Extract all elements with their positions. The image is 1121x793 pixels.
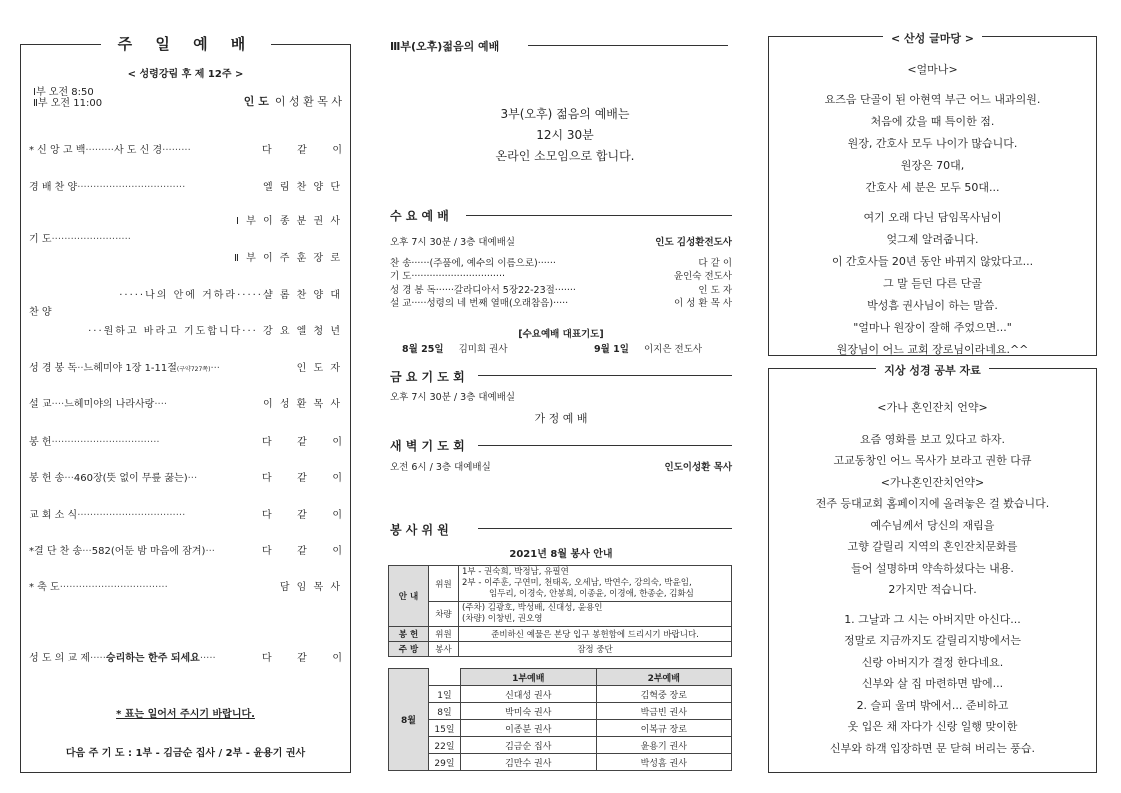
- study-line: 고향 갈릴리 지역의 혼인잔치문화를: [847, 540, 1018, 553]
- study-line: 정말로 지금까지도 갈릴리지방에서는: [843, 634, 1021, 647]
- prayer-first: Ⅰ 부 이 종 분 권 사: [236, 216, 342, 227]
- leader-label: 인 도: [243, 95, 269, 108]
- guide-members: 1부 - 권숙희, 박정남, 유필연 2부 - 이주훈, 구연미, 천태옥, 오세남, 박연수, 강의숙, 박윤임, 임두리, 이경숙, 안봉희, 이종윤, 이경애, 한종순, 김화심: [459, 566, 732, 602]
- bible-study-title-wrap: [769, 359, 1096, 378]
- duty-day: 22일: [429, 737, 461, 754]
- row-dots: ····: [51, 399, 65, 410]
- row-label: * 신 앙 고 백: [29, 145, 86, 156]
- section-rule: [478, 375, 732, 376]
- duty-day: 8일: [429, 703, 461, 720]
- kitchen-role: 봉사: [429, 642, 459, 657]
- row-dots: ·····: [199, 653, 216, 664]
- prayer-second: Ⅱ 부 이 주 훈 장 로: [234, 253, 342, 264]
- study-line: 2. 슬피 울며 밖에서... 준비하고: [856, 698, 1009, 712]
- essay-line: 원장은 70대,: [900, 159, 965, 172]
- section-rule: [528, 45, 728, 46]
- row-right: 이 성 환 목 사: [674, 298, 732, 309]
- order-row-news: [29, 506, 342, 521]
- row-right: [262, 433, 342, 448]
- online-line: 12시 30분: [536, 128, 594, 142]
- study-line: 요즘 영화를 보고 있다고 하자.: [860, 432, 1005, 446]
- wed-order-row: [390, 268, 732, 282]
- essay-line: 원장, 간호사 모두 나이가 많습니다.: [847, 137, 1018, 150]
- duty-row: [389, 754, 732, 771]
- row-right: [262, 506, 342, 521]
- study-line: 옷 입은 채 자다가 신랑 일행 맞이한: [847, 720, 1018, 733]
- row-label: *결 단 찬 송: [29, 546, 83, 557]
- dawn-leader: 인도이성환 목사: [664, 462, 732, 473]
- wed-order-row: [390, 282, 732, 296]
- order-row-prayer: [29, 230, 342, 245]
- offering-label: 봉 헌: [389, 627, 429, 642]
- row-right: [262, 469, 342, 484]
- essay-line: "얼마나 원장이 잘해 주었으면...": [853, 321, 1012, 334]
- wednesday-leader: 인도 김성환전도사: [655, 237, 732, 248]
- friday-time: 오후 7시 30분 / 3층 대예배실: [390, 392, 516, 403]
- row-dots: ··································: [77, 182, 186, 193]
- row-label: 찬 양: [29, 307, 52, 318]
- duty-month: 8월: [389, 669, 429, 771]
- writing-corner-title-wrap: [769, 27, 1096, 46]
- order-row-sermon: [29, 395, 342, 410]
- afternoon-worship-title: Ⅲ부(오후)젊음의 예배: [390, 40, 500, 53]
- row-right: [262, 141, 342, 156]
- order-row-creed: [29, 141, 342, 156]
- row-dots: ···: [64, 473, 74, 484]
- right-char: 같: [297, 510, 307, 521]
- essay-line: 여기 오래 다닌 담임목사님이: [863, 211, 1002, 224]
- row-right: 인 도 자: [296, 363, 342, 374]
- duty-second: 이복규 장로: [596, 720, 732, 737]
- row-label: 경 배 찬 양: [29, 182, 78, 193]
- row-mid: ······갈라디아서 5장22-23절·······: [435, 285, 576, 296]
- right-char: 같: [297, 437, 307, 448]
- row-dots: ··: [77, 363, 84, 374]
- order-row-scripture: [29, 359, 342, 374]
- row-right: 윤인숙 전도사: [673, 271, 732, 282]
- wednesday-title: 수 요 예 배: [390, 209, 449, 223]
- essay-line: 요즈음 단골이 된 아현역 부근 어느 내과의원.: [824, 93, 1041, 106]
- stand-note: * 표는 일어서 주시기 바랍니다.: [116, 709, 255, 720]
- right-char: 다: [262, 546, 272, 557]
- volunteer-table: [388, 565, 732, 657]
- order-row-fellowship: [29, 649, 342, 664]
- right-char: 다: [262, 473, 272, 484]
- row-dots: ····: [154, 399, 168, 410]
- essay-line: 박성흠 권사님이 하는 말씀.: [867, 299, 998, 312]
- duty-second: 박성흠 권사: [596, 754, 732, 771]
- row-right: 담 임 목 사: [279, 582, 342, 593]
- essay-line: 이 간호사들 20년 동안 바뀌지 않았다고...: [831, 255, 1034, 268]
- row-right: 이 성 환 목 사: [262, 399, 342, 410]
- row-dots: ·········: [162, 145, 191, 156]
- right-char: 이: [332, 653, 342, 664]
- row-right: 인 도 자: [698, 285, 732, 296]
- leader-name: 이 성 환 목 사: [274, 95, 342, 108]
- order-row-choir: [29, 303, 342, 318]
- right-char: 다: [262, 145, 272, 156]
- member-label: 위원: [429, 566, 459, 602]
- bible-study-title: 지상 성경 공부 자료: [876, 364, 989, 377]
- duty-table: [388, 668, 732, 771]
- row-right: [262, 542, 342, 557]
- order-row-benediction: [29, 578, 342, 593]
- row-mid: 승리하는 한주 되세요: [105, 653, 200, 664]
- row-dots: ·········: [85, 145, 114, 156]
- study-line: 신부와 하객 입장하면 문 닫혀 버리는 풍습.: [829, 741, 1036, 755]
- sunday-worship-title: 주 일 예 배: [101, 33, 271, 54]
- duty-row: [389, 686, 732, 703]
- duty-row: [389, 703, 732, 720]
- essay-heading: <얼마나>: [907, 63, 958, 76]
- sunday-worship-box: [20, 35, 351, 773]
- right-char: 같: [297, 145, 307, 156]
- row-dots: ·························: [51, 234, 131, 245]
- right-char: 다: [262, 653, 272, 664]
- right-char: 다: [262, 510, 272, 521]
- duty-day: 29일: [429, 754, 461, 771]
- kitchen-text: 잠정 중단: [459, 642, 732, 657]
- online-notice: [400, 104, 730, 167]
- friday-detail: 가 정 예 배: [534, 412, 588, 425]
- order-row-offering-song: [29, 469, 342, 484]
- section-rule: [478, 445, 732, 446]
- writing-corner-body: [769, 59, 1096, 361]
- duty-first: 박미숙 권사: [461, 703, 597, 720]
- study-heading: <가나 혼인잔치 언약>: [877, 401, 988, 414]
- row-dots: ··································: [59, 582, 168, 593]
- wed-order-row: [390, 255, 732, 269]
- bible-study-body: [769, 397, 1096, 759]
- dawn-time: 오전 6시 / 3층 대예배실: [390, 462, 491, 473]
- rep-name: 김미희 권사: [458, 344, 508, 355]
- right-char: 이: [332, 473, 342, 484]
- rep-date: 9월 1일: [594, 344, 629, 355]
- service-time-1: Ⅰ부 오전 8:50: [33, 87, 94, 98]
- row-right: 엘 림 찬 양 단: [262, 182, 342, 193]
- row-label: 기 도: [29, 234, 52, 245]
- row-mid: 느헤미야 1장 1-11절: [83, 363, 177, 374]
- row-mid: 460장(뜻 없이 무릎 꿇는): [73, 473, 188, 484]
- rep-date: 8월 25일: [402, 344, 444, 355]
- study-line: 예수님께서 당신의 재림을: [870, 518, 995, 532]
- duty-first: 김만수 권사: [461, 754, 597, 771]
- duty-first: 김금순 집사: [461, 737, 597, 754]
- order-row-offering: [29, 433, 342, 448]
- row-mid: ·····성령의 네 번째 열매(오래참음)·····: [411, 298, 569, 309]
- essay-line: 간호사 세 분은 모두 50대...: [865, 181, 1000, 194]
- choir-second: ···원하고 바라고 기도합니다··· 강 요 엘 청 년: [88, 326, 342, 337]
- row-label: 성 경 봉 독: [29, 363, 78, 374]
- friday-title: 금 요 기 도 회: [390, 370, 465, 384]
- row-dots: ···: [210, 363, 220, 374]
- sunday-subtitle: < 성령강림 후 제 12주 >: [127, 69, 244, 80]
- duty-row: [389, 720, 732, 737]
- row-label: 성 경 봉 독: [390, 285, 436, 296]
- study-line: <가나혼인잔치언약>: [880, 475, 985, 489]
- order-row-praise: [29, 178, 342, 193]
- car-members: (주차) 김광호, 박성배, 신대성, 윤용인 (차량) 이창빈, 권오영: [459, 602, 732, 627]
- row-small: (구약727쪽): [176, 366, 211, 373]
- row-mid: 느헤미야의 나라사랑: [64, 399, 155, 410]
- wed-rep-title: [수요예배 대표기도]: [518, 329, 604, 340]
- order-row-decision: [29, 542, 342, 557]
- section-rule: [466, 215, 732, 216]
- study-line: 1. 그날과 그 시는 아버지만 아신다...: [844, 612, 1021, 626]
- row-label: 교 회 소 식: [29, 510, 78, 521]
- kitchen-label: 주 방: [389, 642, 429, 657]
- section-rule: [478, 528, 732, 529]
- offering-text: 준비하신 예물은 본당 입구 봉헌함에 드리시기 바랍니다.: [459, 627, 732, 642]
- study-line: 고교동창인 어느 목사가 보라고 권한 다큐: [833, 454, 1032, 467]
- essay-line: 그 말 듣던 다른 단골: [883, 277, 982, 290]
- right-char: 이: [332, 546, 342, 557]
- duty-first: 이종분 권사: [461, 720, 597, 737]
- duty-row: [389, 737, 732, 754]
- row-label: 찬 송: [390, 258, 412, 269]
- duty-day: 1일: [429, 686, 461, 703]
- row-dots: ···: [205, 546, 215, 557]
- duty-corner: [429, 669, 461, 686]
- row-label: * 축 도: [29, 582, 60, 593]
- row-dots: ··································: [77, 510, 186, 521]
- online-line: 온라인 소모임으로 합니다.: [495, 149, 635, 163]
- volunteer-title: 봉 사 위 원: [390, 523, 449, 537]
- study-line: 2가지만 적습니다.: [888, 583, 977, 596]
- duty-second: 윤용기 권사: [596, 737, 732, 754]
- duty-head-1: 1부예배: [461, 669, 597, 686]
- writing-corner-box: [768, 32, 1097, 356]
- essay-line: 엊그제 알려줍니다.: [886, 233, 979, 246]
- service-time-2: Ⅱ부 오전 11:00: [33, 98, 103, 109]
- wed-order-row: [390, 295, 732, 309]
- essay-line: 원장님이 어느 교회 장로님이라네요.^^: [836, 343, 1029, 356]
- study-line: 들어 설명하며 약속하셨다는 내용.: [851, 561, 1014, 575]
- row-label: 설 교: [29, 399, 52, 410]
- study-line: 전주 등대교회 홈페이지에 올려놓은 걸 봤습니다.: [815, 497, 1050, 510]
- volunteer-table-title: 2021년 8월 봉사 안내: [509, 549, 613, 560]
- row-dots: ·····: [90, 653, 106, 664]
- dawn-info: [390, 459, 732, 473]
- right-char: 이: [332, 437, 342, 448]
- right-char: 이: [332, 510, 342, 521]
- duty-first: 신대성 권사: [461, 686, 597, 703]
- writing-corner-title: < 산성 글마당 >: [883, 32, 982, 45]
- row-label: 기 도: [390, 271, 412, 282]
- row-label: 성 도 의 교 제: [29, 653, 91, 664]
- study-line: 신랑 아버지가 결정 한다네요.: [861, 655, 1004, 669]
- wednesday-time: 오후 7시 30분 / 3층 대예배실: [390, 237, 516, 248]
- bible-study-box: [768, 364, 1097, 773]
- row-dots: ···: [187, 473, 198, 484]
- duty-second: 김혁중 장로: [596, 686, 732, 703]
- row-dots: ··································: [51, 437, 160, 448]
- row-label: 봉 헌 송: [29, 473, 65, 484]
- next-week-prayer: 다음 주 기 도 : 1부 - 김금순 집사 / 2부 - 윤용기 권사: [65, 748, 306, 759]
- right-char: 같: [297, 473, 307, 484]
- row-label: 설 교: [390, 298, 412, 309]
- choir-first: ·····나의 안에 거하라·····샬 롬 찬 양 대: [119, 290, 342, 301]
- row-mid: ·······························: [411, 271, 505, 282]
- essay-line: 처음에 갔을 때 특이한 점.: [870, 115, 995, 128]
- right-char: 같: [297, 546, 307, 557]
- car-label: 차량: [429, 602, 459, 627]
- row-mid: 사 도 신 경: [113, 145, 163, 156]
- row-label: 봉 헌: [29, 437, 52, 448]
- wed-rep-2: [594, 341, 702, 355]
- row-mid: ······(주품에, 예수의 이름으로)······: [411, 258, 556, 269]
- row-dots: ···: [82, 546, 92, 557]
- right-char: 같: [297, 653, 307, 664]
- guide-label: 안 내: [389, 566, 429, 627]
- wed-rep-1: [402, 341, 508, 355]
- online-line: 3부(오후) 젊음의 예배는: [500, 107, 630, 121]
- row-mid: 582(어둔 밤 마음에 잠겨): [91, 546, 206, 557]
- duty-second: 박금빈 권사: [596, 703, 732, 720]
- duty-day: 15일: [429, 720, 461, 737]
- right-char: 이: [332, 145, 342, 156]
- wednesday-info: [390, 234, 732, 248]
- dawn-title: 새 벽 기 도 회: [390, 439, 465, 453]
- row-right: 다 같 이: [698, 258, 732, 269]
- service-leader: [244, 93, 342, 109]
- offering-role: 위원: [429, 627, 459, 642]
- row-right: [262, 649, 342, 664]
- study-line: 신부와 살 집 마련하면 밤에...: [861, 677, 1004, 690]
- right-char: 다: [262, 437, 272, 448]
- rep-name: 이지은 전도사: [644, 344, 703, 355]
- duty-head-2: 2부예배: [596, 669, 732, 686]
